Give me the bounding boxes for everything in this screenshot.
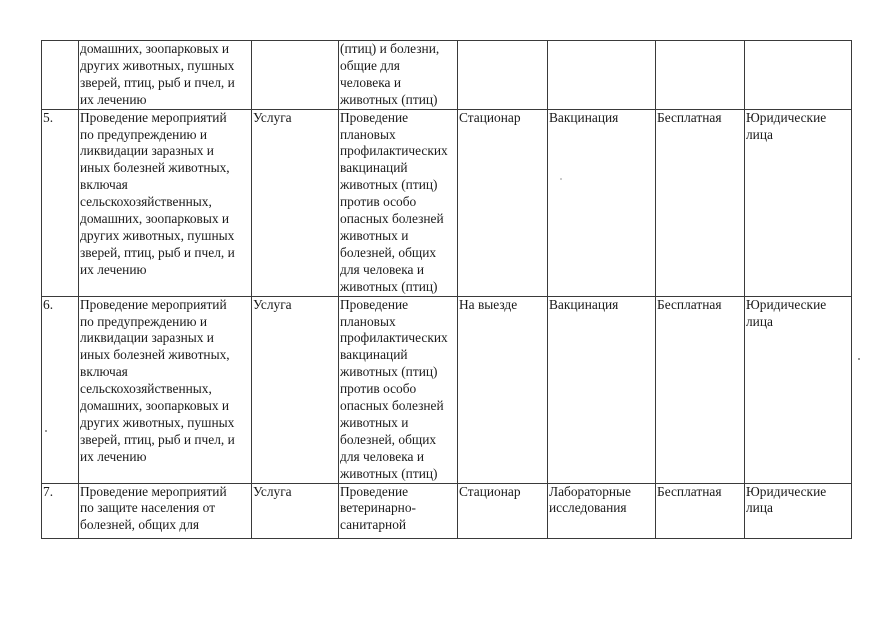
service-type-cell: Услуга bbox=[252, 483, 339, 538]
service-content-cell: Проведение ветеринарно- санитарной bbox=[339, 483, 458, 538]
payment-cell: Бесплатная bbox=[656, 109, 745, 296]
service-content-cell: Проведение плановых профилактических вакцинаций животных (птиц) против особо опасных болезней животных и болезней, общих для человека и животных (птиц) bbox=[339, 296, 458, 483]
conditions-cell: Стационар bbox=[458, 109, 548, 296]
service-content-cell: (птиц) и болезни, общие для человека и животных (птиц) bbox=[339, 41, 458, 110]
service-name-cell: Проведение мероприятий по предупреждению и ликвидации заразных и иных болезней животных, включая сельскохозяйственных, домашних, зоопарковых и других животных, пушных зверей, птиц, рыб и пчел, и их лечению bbox=[79, 109, 252, 296]
services-table bbox=[41, 40, 852, 539]
form-cell: Вакцинация bbox=[548, 109, 656, 296]
form-cell: Вакцинация bbox=[548, 296, 656, 483]
row-number-cell: 7. bbox=[42, 483, 79, 538]
service-name-cell: Проведение мероприятий по защите населения от болезней, общих для bbox=[79, 483, 252, 538]
payment-cell bbox=[656, 41, 745, 110]
table-row bbox=[42, 41, 852, 110]
service-type-cell bbox=[252, 41, 339, 110]
conditions-cell bbox=[458, 41, 548, 110]
payment-cell: Бесплатная bbox=[656, 483, 745, 538]
row-number-cell: 5. bbox=[42, 109, 79, 296]
conditions-cell: Стационар bbox=[458, 483, 548, 538]
scan-speck bbox=[45, 430, 47, 432]
table-row bbox=[42, 109, 852, 296]
form-cell bbox=[548, 41, 656, 110]
row-number-cell bbox=[42, 41, 79, 110]
service-type-cell: Услуга bbox=[252, 109, 339, 296]
table-row bbox=[42, 483, 852, 538]
service-content-cell: Проведение плановых профилактических вакцинаций животных (птиц) против особо опасных болезней животных и болезней, общих для человека и животных (птиц) bbox=[339, 109, 458, 296]
row-number-cell: 6. bbox=[42, 296, 79, 483]
service-type-cell: Услуга bbox=[252, 296, 339, 483]
scan-speck bbox=[560, 178, 562, 180]
table-row bbox=[42, 296, 852, 483]
recipients-cell bbox=[745, 41, 852, 110]
recipients-cell: Юридические лица bbox=[745, 109, 852, 296]
recipients-cell: Юридические лица bbox=[745, 296, 852, 483]
service-name-cell: домашних, зоопарковых и других животных, пушных зверей, птиц, рыб и пчел, и их лечению bbox=[79, 41, 252, 110]
conditions-cell: На выезде bbox=[458, 296, 548, 483]
payment-cell: Бесплатная bbox=[656, 296, 745, 483]
scan-speck bbox=[858, 358, 860, 360]
service-name-cell: Проведение мероприятий по предупреждению и ликвидации заразных и иных болезней животных, включая сельскохозяйственных, домашних, зоопарковых и других животных, пушных зверей, птиц, рыб и пчел, и их лечению bbox=[79, 296, 252, 483]
form-cell: Лабораторные исследования bbox=[548, 483, 656, 538]
recipients-cell: Юридические лица bbox=[745, 483, 852, 538]
